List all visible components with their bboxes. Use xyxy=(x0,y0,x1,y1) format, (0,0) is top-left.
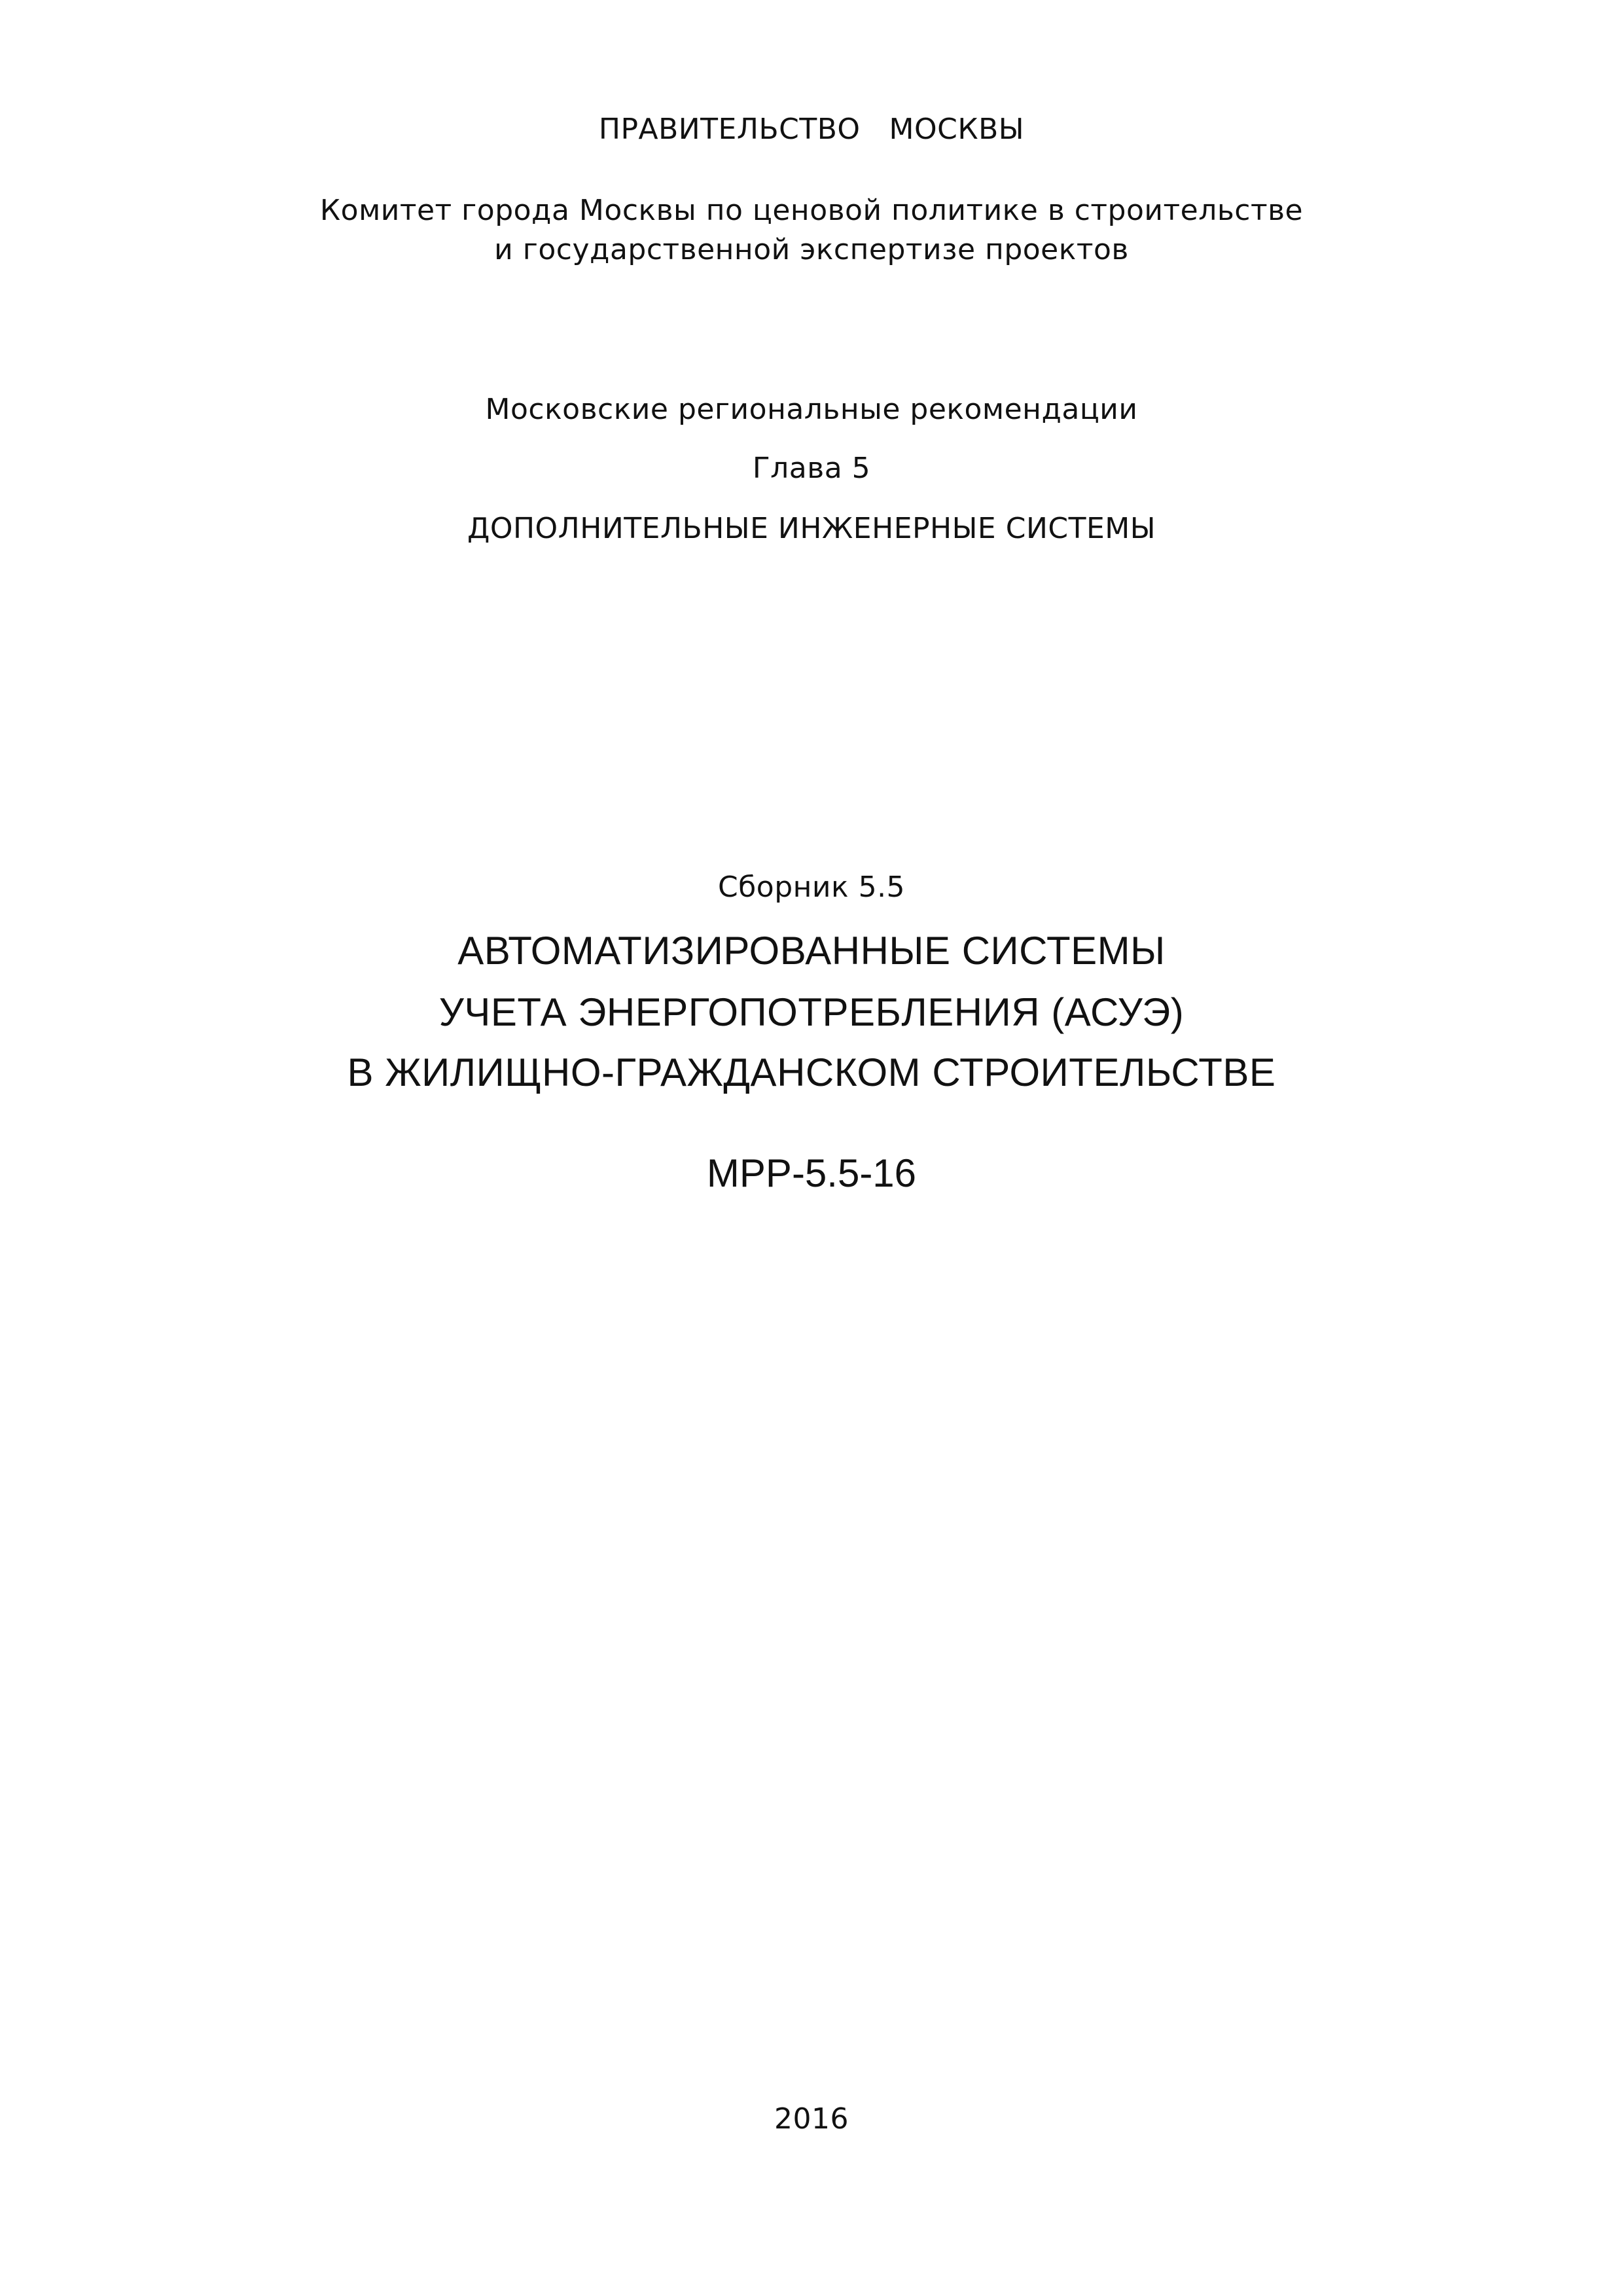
committee-line-2: и государственной экспертизе проектов xyxy=(494,233,1129,266)
publication-year: 2016 xyxy=(774,2102,849,2136)
government-heading xyxy=(0,113,1623,146)
document-code: МРР-5.5-16 xyxy=(706,1151,917,1195)
government-heading-word2: МОСКВЫ xyxy=(889,113,1025,146)
collection-title-line-1: АВТОМАТИЗИРОВАННЫЕ СИСТЕМЫ xyxy=(457,929,1166,973)
chapter-title: ДОПОЛНИТЕЛЬНЫЕ ИНЖЕНЕРНЫЕ СИСТЕМЫ xyxy=(467,512,1156,545)
committee-line-1: Комитет города Москвы по ценовой политике в строительстве xyxy=(319,194,1304,227)
collection-label: Сборник 5.5 xyxy=(717,870,906,904)
government-heading-word1: ПРАВИТЕЛЬСТВО xyxy=(598,113,861,146)
recommendations-title: Московские региональные рекомендации xyxy=(485,393,1138,426)
collection-title-line-3: В ЖИЛИЩНО-ГРАЖДАНСКОМ СТРОИТЕЛЬСТВЕ xyxy=(347,1050,1276,1094)
chapter-number: Глава 5 xyxy=(752,452,871,485)
collection-title-line-2: УЧЕТА ЭНЕРГОПОТРЕБЛЕНИЯ (АСУЭ) xyxy=(438,990,1185,1034)
